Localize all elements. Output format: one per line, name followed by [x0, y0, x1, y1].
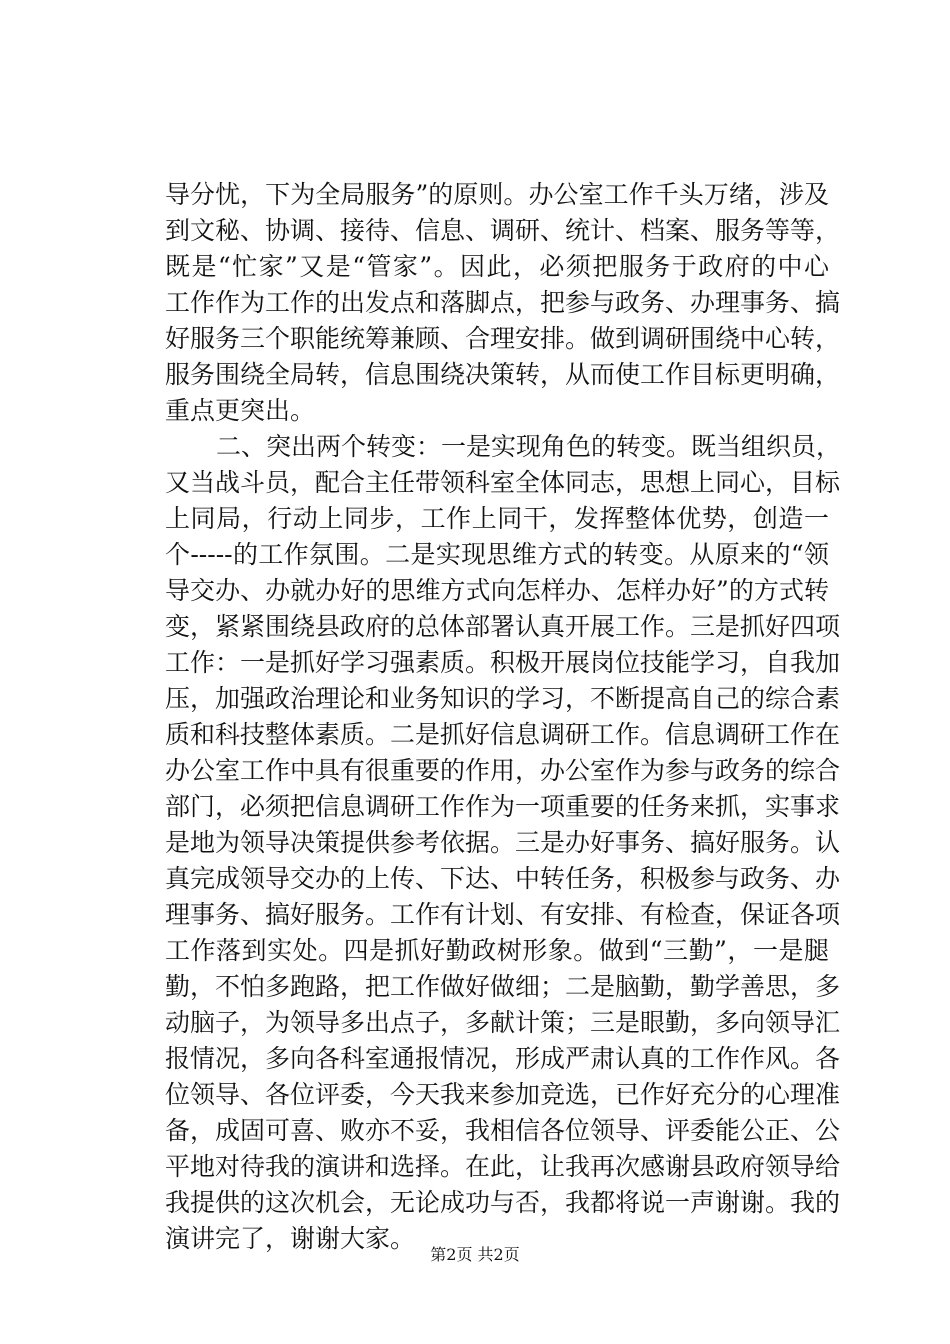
paragraph-line: 演讲完了，谢谢大家。: [165, 1224, 416, 1253]
paragraph-line: 服务围绕全局转，信息围绕决策转，从而使工作目标更明确，: [165, 360, 841, 389]
paragraph-line: 办公室工作中具有很重要的作用，办公室作为参与政务的综合: [165, 756, 841, 785]
paragraph-line: 备，成固可喜、败亦不妥，我相信各位领导、评委能公正、公: [165, 1116, 841, 1145]
paragraph-line: 好服务三个职能统筹兼顾、合理安排。做到调研围绕中心转，: [165, 324, 841, 353]
paragraph-line: 平地对待我的演讲和选择。在此，让我再次感谢县政府领导给: [165, 1152, 841, 1181]
paragraph-line: 部门，必须把信息调研工作作为一项重要的任务来抓，实事求: [165, 792, 841, 821]
paragraph-line: 上同局，行动上同步，工作上同干，发挥整体优势，创造一: [165, 504, 829, 533]
paragraph-line: 工作：一是抓好学习强素质。积极开展岗位技能学习，自我加: [165, 648, 841, 677]
paragraph-line: 动脑子，为领导多出点子，多献计策；三是眼勤，多向领导汇: [165, 1008, 841, 1037]
paragraph-line: 勤，不怕多跑路，把工作做好做细；二是脑勤，勤学善思，多: [165, 972, 841, 1001]
paragraph-line: 压，加强政治理论和业务知识的学习，不断提高自己的综合素: [165, 684, 841, 713]
paragraph-line: 既是“忙家”又是“管家”。因此，必须把服务于政府的中心: [165, 252, 829, 281]
paragraph-line: 位领导、各位评委，今天我来参加竞选，已作好充分的心理准: [165, 1080, 841, 1109]
paragraph-line: 变，紧紧围绕县政府的总体部署认真开展工作。三是抓好四项: [165, 612, 841, 641]
paragraph-line: 到文秘、协调、接待、信息、调研、统计、档案、服务等等，: [165, 216, 841, 245]
paragraph-line: 报情况，多向各科室通报情况，形成严肃认真的工作作风。各: [165, 1044, 841, 1073]
paragraph-line: 我提供的这次机会，无论成功与否，我都将说一声谢谢。我的: [165, 1188, 841, 1217]
page-number-footer: 第2页 共2页: [430, 1245, 520, 1264]
paragraph-line: 导分忧，下为全局服务”的原则。办公室工作千头万绪，涉及: [165, 180, 829, 209]
paragraph-line: 质和科技整体素质。二是抓好信息调研工作。信息调研工作在: [165, 720, 841, 749]
paragraph-line: 理事务、搞好服务。工作有计划、有安排、有检查，保证各项: [165, 900, 841, 929]
paragraph-line: 工作作为工作的出发点和落脚点，把参与政务、办理事务、搞: [165, 288, 841, 317]
paragraph-line: 重点更突出。: [165, 396, 316, 425]
paragraph-line: 工作落到实处。四是抓好勤政树形象。做到“三勤”，一是腿: [165, 936, 829, 965]
paragraph-line: 又当战斗员，配合主任带领科室全体同志，思想上同心，目标: [165, 468, 841, 497]
paragraph-line: 个-----的工作氛围。二是实现思维方式的转变。从原来的“领: [165, 540, 829, 569]
paragraph-line: 二、突出两个转变：一是实现角色的转变。既当组织员，: [216, 432, 842, 461]
paragraph-line: 导交办、办就办好的思维方式向怎样办、怎样办好”的方式转: [165, 576, 829, 605]
paragraph-line: 真完成领导交办的上传、下达、中转任务，积极参与政务、办: [165, 864, 841, 893]
paragraph-line: 是地为领导决策提供参考依据。三是办好事务、搞好服务。认: [165, 828, 841, 857]
